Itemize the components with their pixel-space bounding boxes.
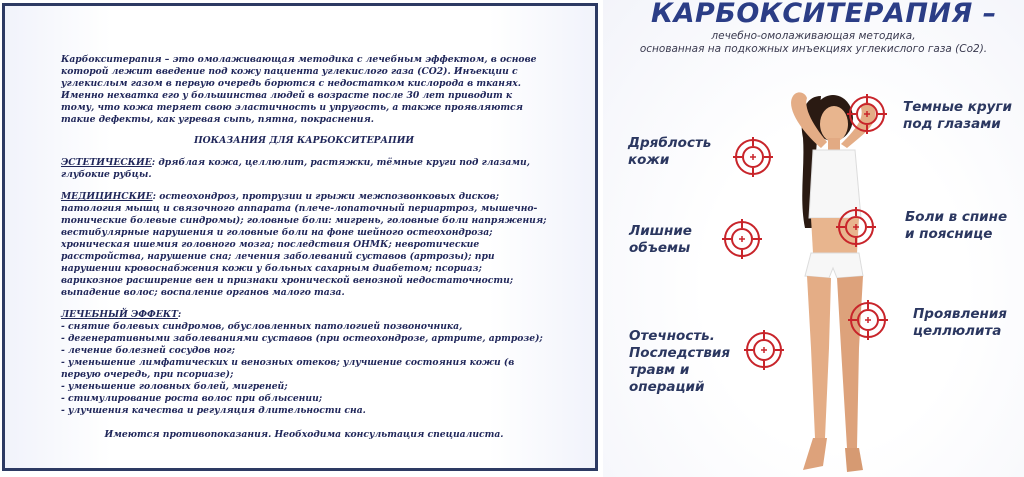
label-edema: Отечность. Последствия травм и операций (629, 328, 731, 395)
infographic-subtitle (603, 30, 1024, 56)
crosshair-target-icon (836, 207, 876, 247)
text-document-panel (2, 3, 598, 471)
subtitle-line-2: основанная на подкожных инъекциях углекислого газа (Со2). (639, 43, 988, 55)
label-extra-volume: Лишние объемы (629, 223, 692, 256)
crosshair-target-icon (733, 137, 773, 177)
aesthetic-text: : дряблая кожа, целлюлит, растяжки, тёмные круги под глазами, глубокие рубцы. (61, 157, 530, 180)
indications-title: ПОКАЗАНИЯ ДЛЯ КАРБОКСИТЕРАПИИ (193, 135, 415, 146)
effect-label: ЛЕЧЕБНЫЙ ЭФФЕКТ (61, 309, 178, 320)
crosshair-target-icon (744, 330, 784, 370)
effect-item: - лечение болезней сосудов ног; (61, 345, 235, 356)
medical-paragraph (61, 191, 547, 299)
effect-item: - уменьшение головных болей, мигреней; (61, 381, 288, 392)
effect-heading: ЛЕЧЕБНЫЙ ЭФФЕКТ: (61, 309, 182, 320)
crosshair-target-icon (847, 94, 887, 134)
effect-item: - улучшения качества и регуляция длительности сна. (61, 405, 366, 416)
subtitle-line-1: лечебно-омолаживающая методика, (711, 30, 916, 42)
crosshair-target-icon (722, 219, 762, 259)
contraindications-note: Имеются противопоказания. Необходима консультация специалиста. (104, 429, 504, 440)
intro-paragraph: Карбокситерапия – это омолаживающая методика с лечебным эффектом, в основе которой лежит введение под кожу пациента углекислого газа (СО2). Инъекции с углекислым газом в первую очередь борются с недостатком кислорода в тканях. Именно нехватка его у большинства людей в возрасте после 30 лет приводит к тому, что кожа теряет свою эластичность и упругость, а также проявляются такие дефекты, как угревая сыпь, пятна, покраснения. (61, 54, 537, 125)
effect-item: - дегенеративными заболеваниями суставов (при остеохондрозе, артрите, артрозе); (61, 333, 543, 344)
infographic-title: КАРБОКСИТЕРАПИЯ – (651, 0, 997, 29)
aesthetic-label: ЭСТЕТИЧЕСКИЕ (61, 157, 152, 168)
label-cellulite: Проявления целлюлита (913, 306, 1007, 339)
document-body (61, 54, 547, 441)
label-flabby-skin: Дряблость кожи (628, 135, 712, 168)
effect-item: - уменьшение лимфатических и венозных отеков; улучшение состояния кожи (в первую очередь, при псориазе); (61, 357, 515, 380)
medical-label: МЕДИЦИНСКИЕ (61, 191, 153, 202)
label-back-pain: Боли в спине и пояснице (905, 209, 1008, 242)
effect-item: - снятие болевых синдромов, обусловленных патологией позвоночника, (61, 321, 463, 332)
aesthetic-paragraph (61, 157, 547, 181)
label-dark-circles: Темные круги под глазами (903, 99, 1012, 132)
crosshair-target-icon (848, 300, 888, 340)
medical-text: : остеохондроз, протрузии и грыжи межпозвонковых дисков; патология мышц и связочного аппарата (плече-лопаточный периартроз, мышечно-тонические болевые синдромы); головные боли: мигрень, головные боли напряжения; вестибулярные нарушения и головные боли на фоне шейного остеохондроза; хроническая ишемия головного мозга; последствия ОНМК; невротические расстройства, нарушение сна; лечения заболеваний суставов (артрозы); при нарушении кровоснабжения кожи у больных сахарным диабетом; псориаз; варикозное расширение вен и признаки хронической венозной недостаточности; выпадение волос; воспаление органов малого таза. (61, 191, 547, 298)
effect-item: - стимулирование роста волос при облысении; (61, 393, 323, 404)
infographic-panel (603, 0, 1024, 477)
